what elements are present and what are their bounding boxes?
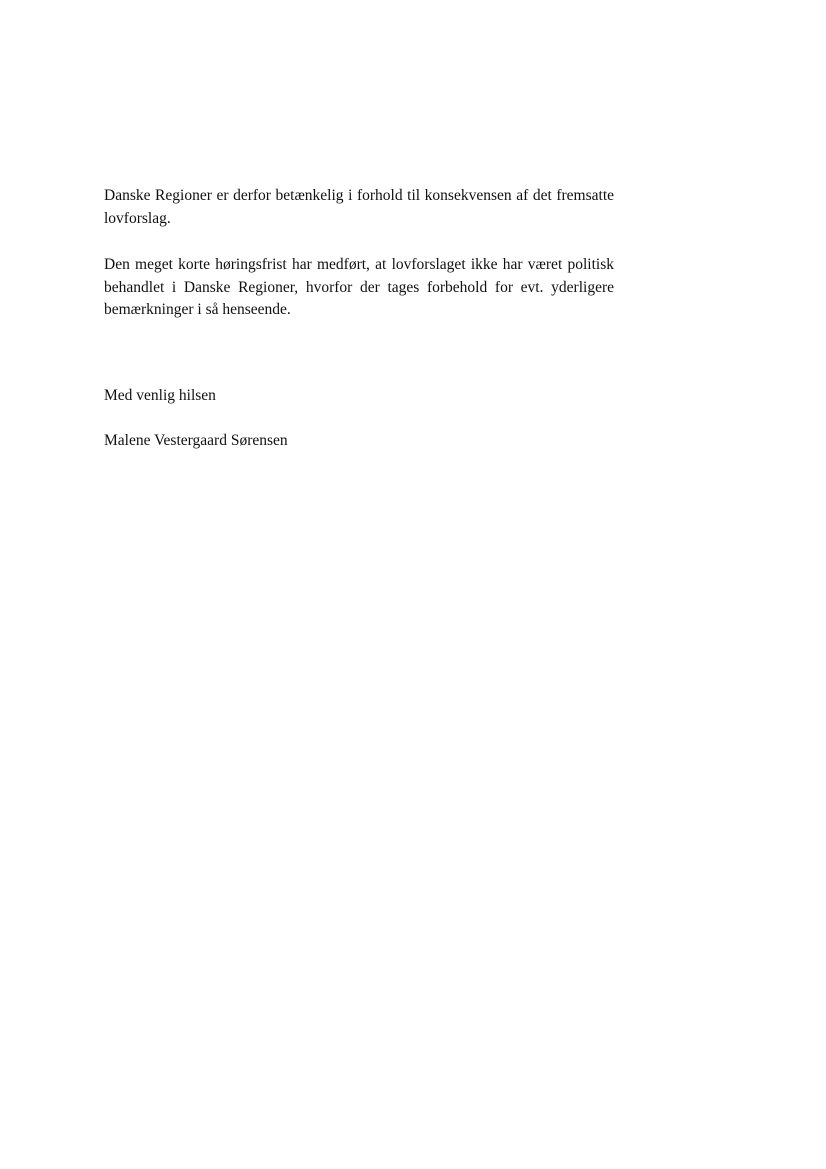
signatory-name: Malene Vestergaard Sørensen — [104, 432, 288, 449]
letter-body — [104, 185, 614, 346]
paragraph-hearing-deadline: Den meget korte høringsfrist har medført, at lovforslaget ikke har været politisk behandlet i Danske Regioner, hvorfor der tages forbehold for evt. yderligere bemærkninger i så henseende. — [104, 256, 614, 318]
paragraph-concern: Danske Regioner er derfor betænkelig i forhold til konsekvensen af det fremsatte lovforslag. — [104, 187, 614, 227]
closing-salutation: Med venlig hilsen — [104, 387, 216, 404]
